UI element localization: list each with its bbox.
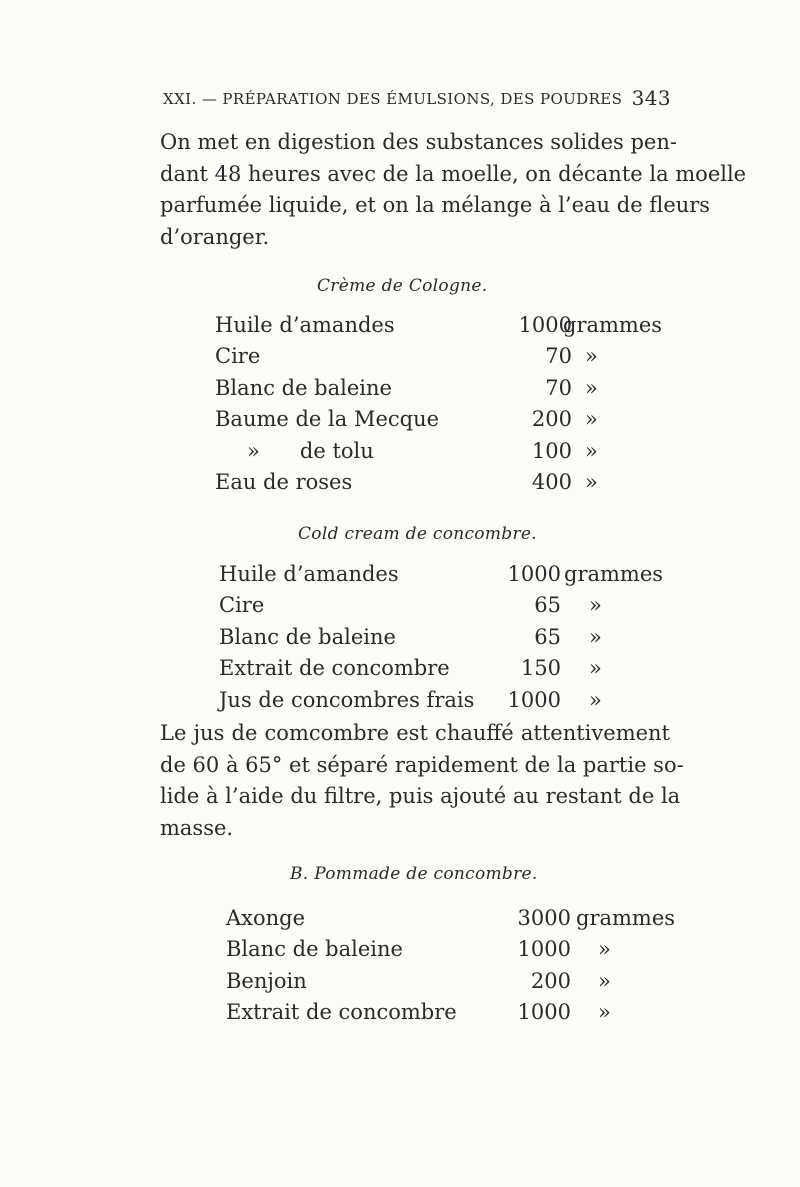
recipe-row — [226, 1000, 671, 1031]
ingredient-name: Eau de roses — [215, 469, 353, 494]
ingredient-quantity: 70 — [545, 375, 572, 400]
recipe-row — [226, 906, 676, 937]
recipe-title: Crème de Cologne. — [317, 276, 488, 296]
recipe-row — [219, 562, 664, 593]
ingredient-name: Axonge — [226, 906, 306, 930]
recipe-row — [219, 625, 664, 656]
recipe-table — [226, 906, 676, 1032]
ingredient-name: Huile d’amandes — [215, 313, 395, 337]
recipe-row — [219, 688, 664, 719]
recipe-row — [215, 439, 660, 470]
ingredient-quantity: 1000 — [517, 937, 571, 962]
text-line: Le jus de comcombre est chauffé attentivement — [160, 721, 670, 745]
ingredient-unit: » — [598, 968, 611, 993]
text-line: parfumée liquide, et on la mélange à l’eau de fleurs — [160, 193, 711, 217]
running-title: XXI. — PRÉPARATION DES ÉMULSIONS, DES POUDRES — [163, 90, 623, 108]
ingredient-unit: » — [589, 687, 602, 712]
text-line: dant 48 heures avec de la moelle, on décante la moelle — [160, 161, 747, 186]
text-line: de 60 à 65° et séparé rapidement de la partie so- — [160, 752, 684, 777]
ingredient-unit: » — [585, 375, 598, 400]
ingredient-quantity: 1000 — [507, 687, 561, 712]
recipe-row — [226, 937, 671, 968]
ingredient-unit: » — [598, 1000, 611, 1025]
text-line: lide à l’aide du filtre, puis ajouté au restant de la — [160, 784, 681, 808]
intro-paragraph — [160, 127, 747, 253]
filtering-paragraph — [160, 718, 684, 844]
recipe-title: B. Pommade de concombre. — [290, 864, 538, 884]
recipe-row — [215, 313, 663, 344]
ingredient-name: Extrait de concombre — [219, 656, 450, 681]
ingredient-unit: » — [589, 656, 602, 681]
recipe-row — [226, 969, 671, 1000]
recipe-title: Cold cream de concombre. — [298, 524, 537, 544]
ingredient-unit: » — [585, 344, 598, 369]
ingredient-quantity: 1000 — [517, 1000, 571, 1025]
ingredient-unit: grammes — [564, 562, 664, 586]
ingredient-unit: » — [598, 937, 611, 962]
recipe-row — [215, 470, 660, 501]
page-number: 343 — [631, 86, 671, 110]
recipe-row — [215, 376, 660, 407]
ingredient-quantity: 1000 — [518, 313, 572, 337]
recipe-row — [219, 593, 664, 624]
ingredient-quantity: 65 — [534, 624, 561, 649]
ingredient-unit: » — [585, 469, 598, 494]
ingredient-name: Huile d’amandes — [219, 562, 399, 586]
recipe-table — [219, 562, 664, 719]
ingredient-unit: » — [589, 593, 602, 618]
ingredient-name: Jus de concombres frais — [219, 687, 475, 712]
recipe-row — [219, 656, 664, 687]
ingredient-quantity: 65 — [534, 593, 561, 618]
ingredient-quantity: 200 — [531, 407, 572, 432]
recipe-row — [215, 344, 660, 375]
ingredient-quantity: 100 — [531, 438, 572, 463]
ingredient-name: Benjoin — [226, 968, 307, 993]
ingredient-name: Cire — [215, 344, 261, 369]
recipe-table — [215, 313, 663, 501]
ingredient-quantity: 70 — [545, 344, 572, 369]
text-line: d’oranger. — [160, 224, 270, 249]
ingredient-quantity: 400 — [531, 469, 572, 494]
ingredient-quantity: 1000 — [507, 562, 561, 586]
ingredient-unit: » — [585, 438, 598, 463]
ingredient-name: Extrait de concombre — [226, 1000, 457, 1025]
ingredient-quantity: 150 — [520, 656, 561, 681]
ingredient-quantity: 3000 — [517, 906, 571, 930]
ingredient-name: Blanc de baleine — [215, 375, 392, 400]
ingredient-name: Blanc de baleine — [219, 624, 396, 649]
text-line: masse. — [160, 815, 234, 840]
ingredient-quantity: 200 — [530, 968, 571, 993]
ingredient-unit: grammes — [563, 313, 663, 337]
ingredient-name: Cire — [219, 593, 265, 618]
recipe-row — [215, 407, 660, 438]
ingredient-unit: » — [589, 624, 602, 649]
ingredient-name: Baume de la Mecque — [215, 407, 440, 432]
ingredient-name: » de tolu — [247, 438, 374, 463]
ingredient-unit: » — [585, 407, 598, 432]
text-line: On met en digestion des substances solides pen- — [160, 130, 677, 154]
ingredient-unit: grammes — [576, 906, 676, 930]
ingredient-name: Blanc de baleine — [226, 937, 403, 962]
